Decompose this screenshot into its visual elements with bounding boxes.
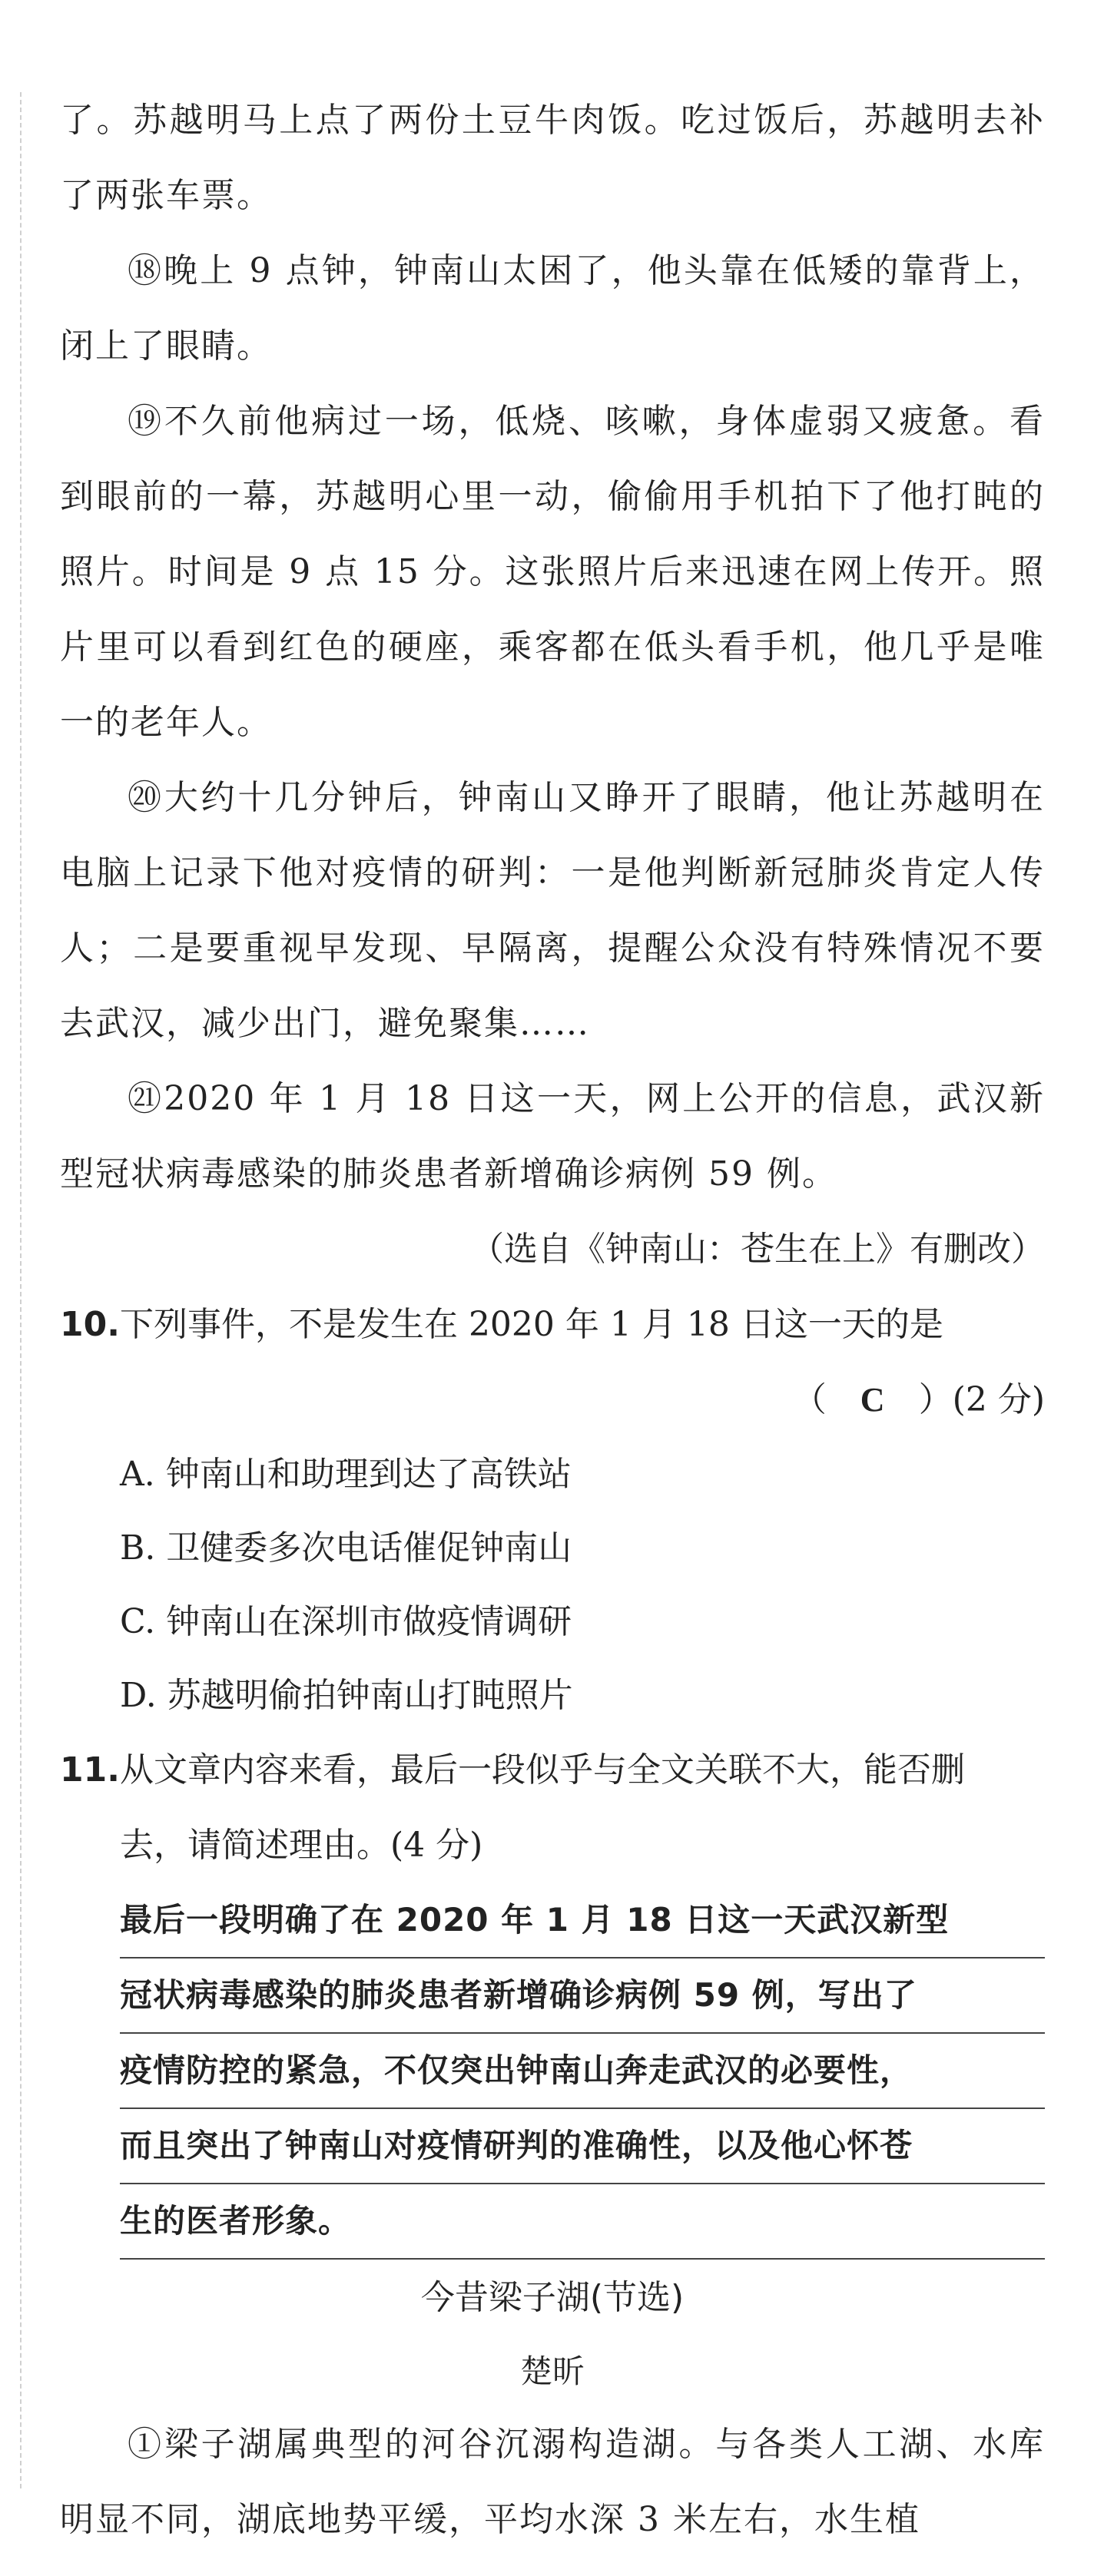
story-source: （选自《钟南山：苍生在上》有删改）	[470, 1230, 1045, 1269]
question-10-text: 下列事件，不是发生在 2020 年 1 月 18 日这一天的是	[119, 1305, 943, 1344]
option-b: B. 卫健委多次电话催促钟南山	[120, 1528, 572, 1568]
question-11-answer	[60, 1883, 1045, 2260]
story-paragraph-20: ⑳大约十几分钟后，钟南山又睁开了眼睛，他让苏越明在电脑上记录下他对疫情的研判：一是他判断新冠肺炎肯定人传人；二是要重视早发现、早隔离，提醒公众没有特殊情况不要去武汉，减少出门，避免聚集……	[60, 778, 1045, 1043]
article-title: 今昔梁子湖(节选)	[420, 2278, 685, 2317]
answer-line: 生的医者形象。	[120, 2184, 1045, 2260]
question-11-text-line1: 从文章内容来看，最后一段似乎与全文关联不大，能否删	[119, 1750, 965, 1790]
story-paragraph-18: ⑱晚上 9 点钟，钟南山太困了，他头靠在低矮的靠背上，闭上了眼睛。	[60, 251, 1045, 366]
answer-line: 最后一段明确了在 2020 年 1 月 18 日这一天武汉新型	[120, 1883, 1045, 1958]
story-paragraph-continued: 了。苏越明马上点了两份土豆牛肉饭。吃过饭后，苏越明去补了两张车票。	[60, 101, 1045, 215]
article-paragraph-1: ①梁子湖属典型的河谷沉溺构造湖。与各类人工湖、水库明显不同，湖底地势平缓，平均水深 3 米左右，水生植	[60, 2425, 1045, 2539]
page-content	[60, 83, 1045, 2558]
question-10-number: 10.	[60, 1305, 120, 1344]
option-a: A. 钟南山和助理到达了高铁站	[120, 1455, 572, 1494]
question-11-number: 11.	[60, 1750, 120, 1790]
article-author: 楚昕	[519, 2353, 585, 2390]
option-d: D. 苏越明偷拍钟南山打盹照片	[120, 1676, 573, 1715]
option-c: C. 钟南山在深圳市做疫情调研	[120, 1602, 572, 1641]
answer-points: ）(2 分)	[918, 1380, 1045, 1419]
page-margin-rule	[20, 92, 22, 2488]
story-paragraph-19: ⑲不久前他病过一场，低烧、咳嗽，身体虚弱又疲惫。看到眼前的一幕，苏越明心里一动，偷偷用手机拍下了他打盹的照片。时间是 9 点 15 分。这张照片后来迅速在网上传开。照片里可以看到红色的硬座，乘客都在低头看手机，他几乎是唯一的老年人。	[60, 402, 1045, 742]
answer-choice: C	[860, 1381, 885, 1419]
answer-open-paren: （	[792, 1380, 827, 1419]
story-paragraph-21: ㉑2020 年 1 月 18 日这一天，网上公开的信息，武汉新型冠状病毒感染的肺炎患者新增确诊病例 59 例。	[60, 1079, 1045, 1194]
question-11	[60, 1733, 1045, 2260]
question-10	[60, 1287, 1045, 1733]
answer-line: 疫情防控的紧急，不仅突出钟南山奔走武汉的必要性，	[120, 2034, 1045, 2109]
question-10-answer	[60, 1362, 1045, 1438]
answer-line: 而且突出了钟南山对疫情研判的准确性，以及他心怀苍	[120, 2109, 1045, 2184]
answer-line: 冠状病毒感染的肺炎患者新增确诊病例 59 例，写出了	[120, 1958, 1045, 2034]
question-11-text-line2: 去，请简述理由。(4 分)	[120, 1826, 483, 1865]
question-10-options	[60, 1438, 1045, 1733]
